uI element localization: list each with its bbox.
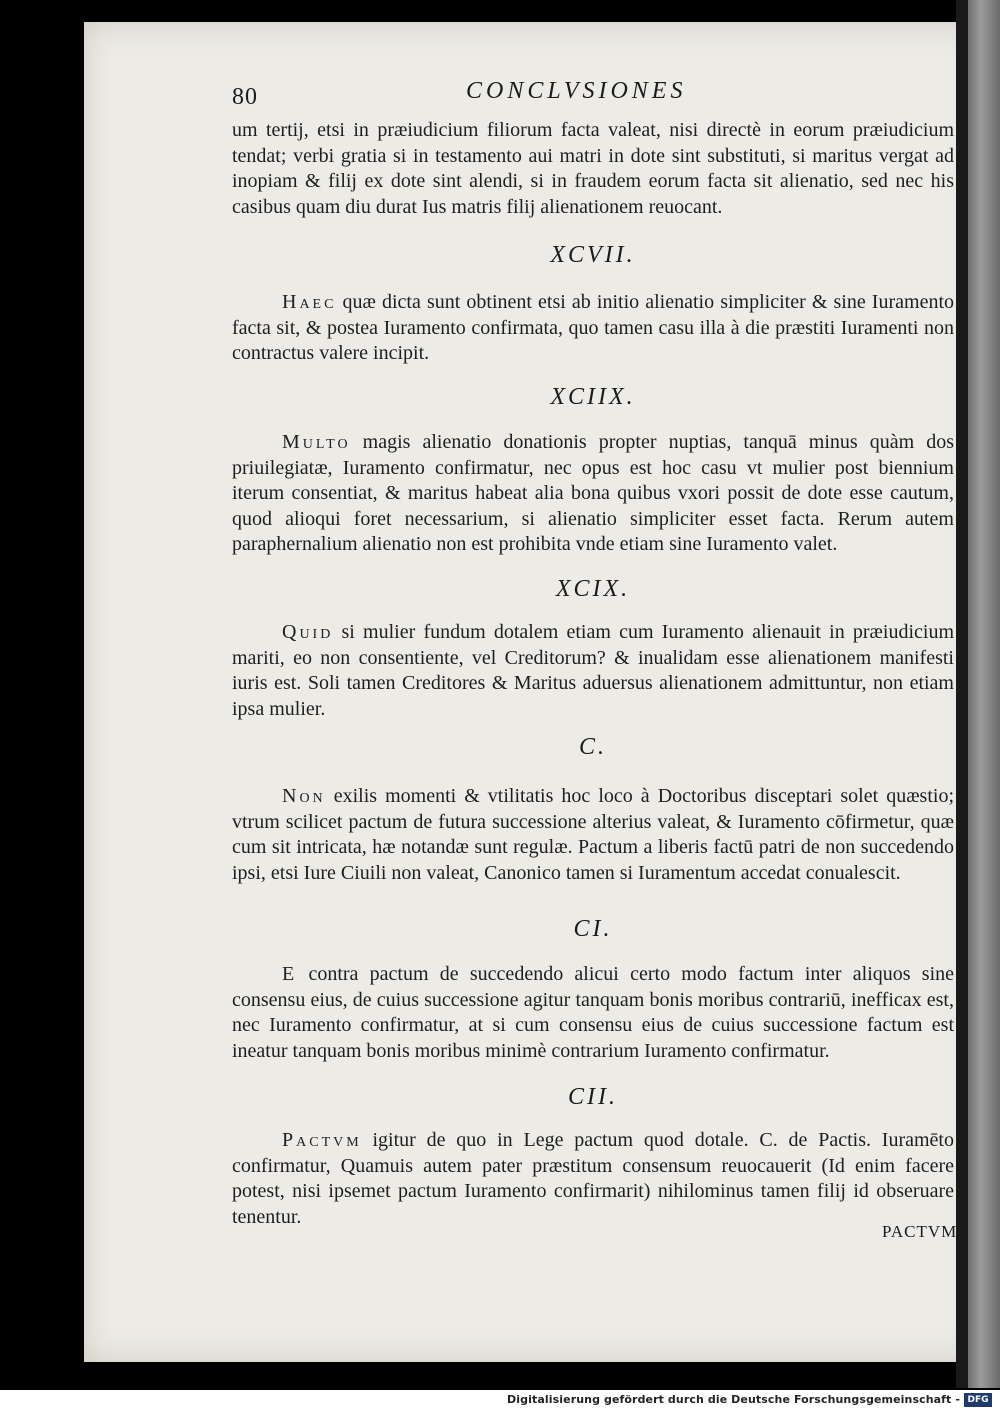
section-heading-ci: CI. (573, 916, 613, 942)
running-head: CONCLVSIONES (466, 78, 687, 104)
paragraph-text: magis alienatio donationis propter nuptias, tanquā minus quàm dos priuilegiatæ, Iuramento confirmatur, nec opus est hoc casu vt mulier post biennium iterum consentiat, & maritus habeat alia bona quibus vxori possit de dote esse cautum, quod alioqui foret necessarium, si alienatio simpliciter esset facta. Rerum autem paraphernalium alienatio non est prohibita vnde etiam sine Iuramento valet. (232, 431, 954, 556)
paragraph-lead-word: Non (282, 785, 326, 807)
section-heading-c: C. (578, 734, 607, 760)
paragraph-text: contra pactum de succedendo alicui certo modo factum inter aliquos sine consensu eius, de cuius successione agitur tanquam bonis moribus contrariū, inefficax est, nec Iuramento confirmatur, at si cum consensu eius de cuius successione factum est ineatur tanquam bonis moribus minimè contrarium Iuramento confirmatur. (232, 963, 954, 1062)
section-heading-xcvii: XCVII. (550, 242, 636, 268)
paragraph-xciix (232, 430, 954, 558)
paragraph-text: quæ dicta sunt obtinent etsi ab initio alienatio simpliciter & sine Iuramento facta sit, & postea Iuramento confirmata, quo tamen casu illa à die præstiti Iuramenti non contractus valere incipit. (232, 291, 954, 365)
paragraph-ci (232, 962, 954, 1064)
catchword: PACTVM (882, 1222, 958, 1241)
paragraph-lead-word: Multo (282, 431, 351, 453)
paragraph-lead-word: E (282, 963, 298, 985)
paragraph-c (232, 784, 954, 886)
paragraph-xcvii (232, 290, 954, 367)
section-heading-xciix: XCIIX. (550, 384, 636, 410)
paragraph-text: igitur de quo in Lege pactum quod dotale. C. de Pactis. Iuramēto confirmatur, Quamuis autem pater præstitum consensum reuocauerit (Id enim facere potest, nisi ipsemet pactum Iuramento confirmarit) nihilominus tamen filij id obseruare tenentur. (232, 1129, 954, 1228)
scan-edge (968, 0, 1000, 1388)
paragraph-continuation (232, 118, 954, 220)
paragraph-text: um tertij, etsi in præiudicium filiorum facta valeat, nisi directè in eorum præiudicium tendat; verbi gratia si in testamento aui matri in dote sint substituti, si maritus vergat ad inopiam & filij ex dote sint alendi, si in fraudem eorum facta sit alienatio, sed nec his casibus quam diu durat Ius matris filij alienationem reuocant. (232, 119, 954, 218)
paragraph-lead-word: Pactvm (282, 1129, 362, 1151)
section-heading-cii: CII. (568, 1084, 618, 1110)
paragraph-text: si mulier fundum dotalem etiam cum Iuramento alienauit in præiudicium mariti, eo non consentiente, vel Creditorum? & inualidam esse alienationem manifesti iuris est. Soli tamen Creditores & Maritus aduersus alienationem admittuntur, non etiam ipsa mulier. (232, 621, 954, 720)
dfg-logo-icon: DFG (964, 1393, 992, 1407)
paragraph-lead-word: Quid (282, 621, 334, 643)
section-heading-xcix: XCIX. (555, 576, 631, 602)
page-number: 80 (232, 84, 258, 110)
scan-gutter-shadow (956, 0, 968, 1388)
paragraph-xcix (232, 620, 954, 722)
paragraph-cii (232, 1128, 954, 1230)
funding-credit: Digitalisierung gefördert durch die Deutsche Forschungsgemeinschaft - (507, 1393, 960, 1406)
paragraph-lead-word: Haec (282, 291, 337, 313)
paragraph-text: exilis momenti & vtilitatis hoc loco à Doctoribus disceptari solet quæstio; vtrum scilicet pactum de futura successione alterius valeat, & Iuramento cōfirmetur, quæ cum sit intricata, hæ notandæ sunt regulæ. Pactum a liberis factū patri de non succedendo ipsi, etsi Iure Ciuili non valeat, Canonico tamen si Iuramentum accedat conualescit. (232, 785, 954, 884)
